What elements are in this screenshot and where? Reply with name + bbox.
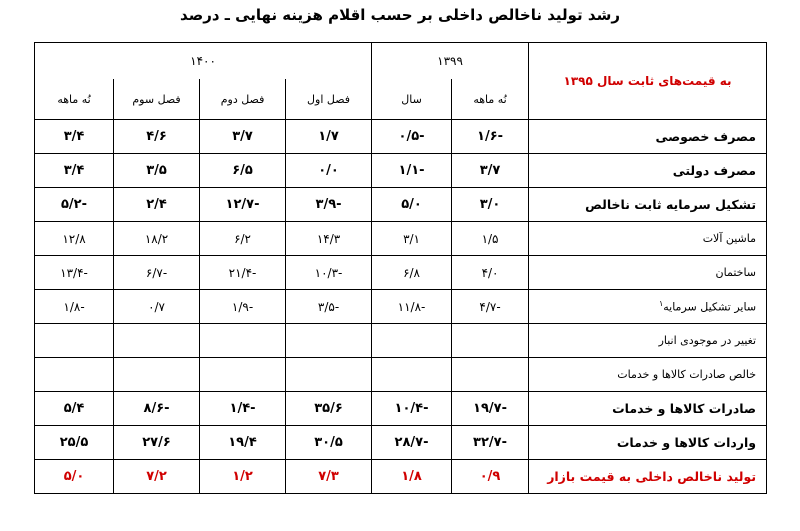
cell: ۱۸/۲	[114, 222, 200, 256]
col-header: سال	[372, 79, 452, 120]
cell: ۵/۰	[35, 460, 114, 494]
cell: ۲۵/۵	[35, 426, 114, 460]
cell	[286, 358, 372, 392]
row-label: ماشین آلات	[529, 222, 767, 256]
cell	[372, 358, 452, 392]
cell: -۱۳/۴	[35, 256, 114, 290]
table-row	[35, 256, 767, 290]
cell: ۱/۸	[372, 460, 452, 494]
table-row-total	[35, 460, 767, 494]
table-row	[35, 290, 767, 324]
row-label: تولید ناخالص داخلی به قیمت بازار	[529, 460, 767, 494]
cell: ۳/۷	[200, 120, 286, 154]
cell: -۳/۹	[286, 188, 372, 222]
cell: -۵/۲	[35, 188, 114, 222]
table-row	[35, 358, 767, 392]
cell: ۶/۲	[200, 222, 286, 256]
table-row	[35, 154, 767, 188]
cell: -۱/۴	[200, 392, 286, 426]
cell: -۴/۷	[452, 290, 529, 324]
cell: ۱۹/۴	[200, 426, 286, 460]
table-row	[35, 324, 767, 358]
table-row	[35, 188, 767, 222]
table-row	[35, 222, 767, 256]
cell: -۱۲/۷	[200, 188, 286, 222]
cell: ۰/۹	[452, 460, 529, 494]
cell: -۱/۶	[452, 120, 529, 154]
cell	[200, 358, 286, 392]
cell: -۱۰/۳	[286, 256, 372, 290]
cell: ۱/۲	[200, 460, 286, 494]
cell: -۱/۸	[35, 290, 114, 324]
cell	[35, 358, 114, 392]
cell: ۳۰/۵	[286, 426, 372, 460]
gdp-growth-table	[34, 42, 767, 494]
col-header: نُه ماهه	[35, 79, 114, 120]
cell: -۱/۹	[200, 290, 286, 324]
cell	[372, 324, 452, 358]
cell: ۷/۳	[286, 460, 372, 494]
table-row	[35, 426, 767, 460]
col-header: فصل سوم	[114, 79, 200, 120]
cell: -۶/۷	[114, 256, 200, 290]
cell: -۱۹/۷	[452, 392, 529, 426]
row-label: واردات کالاها و خدمات	[529, 426, 767, 460]
col-header: فصل دوم	[200, 79, 286, 120]
cell: ۶/۵	[200, 154, 286, 188]
cell: ۶/۸	[372, 256, 452, 290]
cell: ۴/۶	[114, 120, 200, 154]
cell: ۲/۴	[114, 188, 200, 222]
base-year-header: به قیمت‌های ثابت سال ۱۳۹۵	[529, 43, 767, 120]
row-label: خالص صادرات کالاها و خدمات	[529, 358, 767, 392]
cell: ۵/۴	[35, 392, 114, 426]
table-row	[35, 120, 767, 154]
cell: ۳/۴	[35, 120, 114, 154]
col-header: نُه ماهه	[452, 79, 529, 120]
cell: ۳۵/۶	[286, 392, 372, 426]
cell: ۳/۰	[452, 188, 529, 222]
row-label: ساختمان	[529, 256, 767, 290]
cell: -۱/۱	[372, 154, 452, 188]
cell: ۵/۰	[372, 188, 452, 222]
row-label-text: سایر تشکیل سرمایه	[663, 300, 757, 314]
cell: -۸/۶	[114, 392, 200, 426]
cell: -۳/۵	[286, 290, 372, 324]
cell	[286, 324, 372, 358]
cell: -۰/۵	[372, 120, 452, 154]
cell: ۳/۷	[452, 154, 529, 188]
row-label: صادرات کالاها و خدمات	[529, 392, 767, 426]
cell	[452, 324, 529, 358]
cell: ۱/۷	[286, 120, 372, 154]
cell: -۳۲/۷	[452, 426, 529, 460]
cell: ۱۴/۳	[286, 222, 372, 256]
cell: -۲۸/۷	[372, 426, 452, 460]
cell: ۰/۷	[114, 290, 200, 324]
cell	[200, 324, 286, 358]
cell: ۲۷/۶	[114, 426, 200, 460]
row-label: تشکیل سرمایه ثابت ناخالص	[529, 188, 767, 222]
cell	[114, 324, 200, 358]
cell: -۱۰/۴	[372, 392, 452, 426]
row-label: تغییر در موجودی انبار	[529, 324, 767, 358]
table-row	[35, 392, 767, 426]
cell	[114, 358, 200, 392]
row-label: مصرف خصوصی	[529, 120, 767, 154]
cell: ۳/۴	[35, 154, 114, 188]
footnote-marker: ۱	[658, 299, 664, 309]
row-label	[529, 290, 767, 324]
cell: ۳/۱	[372, 222, 452, 256]
cell: ۱۲/۸	[35, 222, 114, 256]
cell: ۴/۰	[452, 256, 529, 290]
cell: ۱/۵	[452, 222, 529, 256]
cell: ۳/۵	[114, 154, 200, 188]
cell: ۰/۰	[286, 154, 372, 188]
cell: -۱۱/۸	[372, 290, 452, 324]
year-1400-header: ۱۴۰۰	[35, 43, 372, 80]
cell: ۷/۲	[114, 460, 200, 494]
row-label: مصرف دولتی	[529, 154, 767, 188]
table-title: رشد تولید ناخالص داخلی بر حسب اقلام هزینه نهایی ـ درصد	[180, 6, 620, 24]
year-1399-header: ۱۳۹۹	[372, 43, 529, 80]
cell	[35, 324, 114, 358]
cell	[452, 358, 529, 392]
col-header: فصل اول	[286, 79, 372, 120]
cell: -۲۱/۴	[200, 256, 286, 290]
